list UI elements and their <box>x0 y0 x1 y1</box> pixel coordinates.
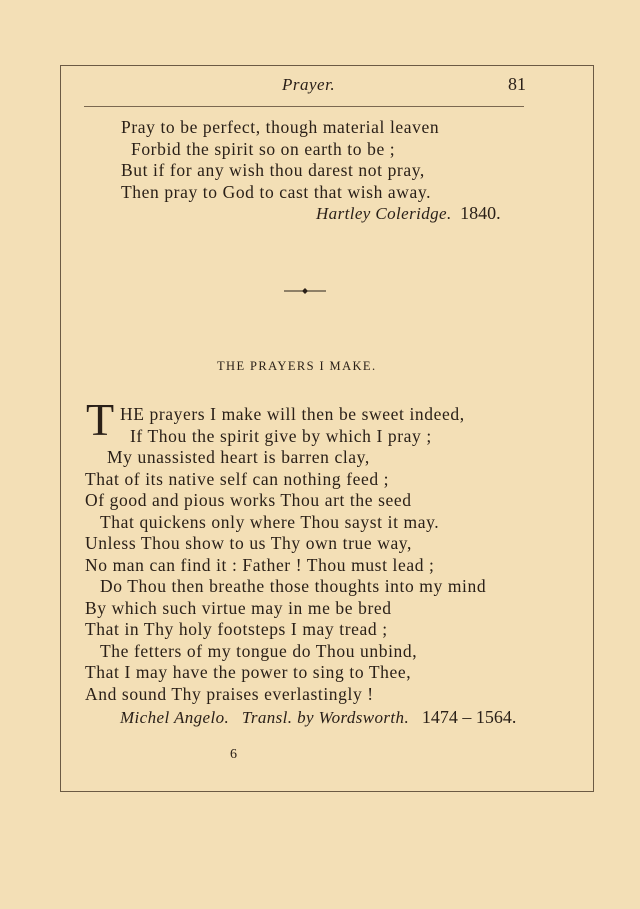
poem2-attribution <box>120 706 516 729</box>
poem2-line: Unless Thou show to us Thy own true way, <box>85 533 412 553</box>
poem1-attribution <box>316 202 501 225</box>
poem2-title: THE PRAYERS I MAKE. <box>217 359 377 373</box>
poem1-line: Then pray to God to cast that wish away. <box>121 182 432 202</box>
poem1-line: Forbid the spirit so on earth to be ; <box>131 139 396 159</box>
running-title: Prayer. <box>282 75 336 94</box>
poem2-line: By which such virtue may in me be bred <box>85 598 392 618</box>
poem2-line: Do Thou then breathe those thoughts into my mind <box>100 576 487 596</box>
poem1-year: 1840. <box>460 203 501 223</box>
poem2-line: My unassisted heart is barren clay, <box>107 447 370 467</box>
poem2-line: The fetters of my tongue do Thou unbind, <box>100 641 418 661</box>
poem2-line: And sound Thy praises everlastingly ! <box>85 684 374 704</box>
poem1-author: Hartley Coleridge. <box>316 204 452 223</box>
poem2-line: Of good and pious works Thou art the seed <box>85 490 412 510</box>
poem2-years: 1474 – 1564. <box>421 707 517 727</box>
poem2-line: That in Thy holy footsteps I may tread ; <box>85 619 388 639</box>
poem2-line: No man can find it : Father ! Thou must lead ; <box>85 555 435 575</box>
poem2-line: That of its native self can nothing feed ; <box>85 469 390 489</box>
poem1-line: But if for any wish thou darest not pray, <box>121 160 425 180</box>
header-rule <box>84 106 524 107</box>
drop-cap: T <box>86 394 115 445</box>
poem2-line: If Thou the spirit give by which I pray ; <box>130 426 432 446</box>
poem2-line: That quickens only where Thou sayst it may. <box>100 512 440 532</box>
poem1-line: Pray to be perfect, though material leaven <box>121 117 440 137</box>
poem2-line: That I may have the power to sing to Thee, <box>85 662 412 682</box>
poem2-line: HE prayers I make will then be sweet indeed, <box>120 404 465 424</box>
poem2-author: Michel Angelo. <box>120 708 230 727</box>
poem2-translator: Transl. by Wordsworth. <box>241 708 410 727</box>
ornament-divider-icon <box>284 286 326 296</box>
page-number: 81 <box>508 74 526 94</box>
signature-mark: 6 <box>230 747 237 762</box>
